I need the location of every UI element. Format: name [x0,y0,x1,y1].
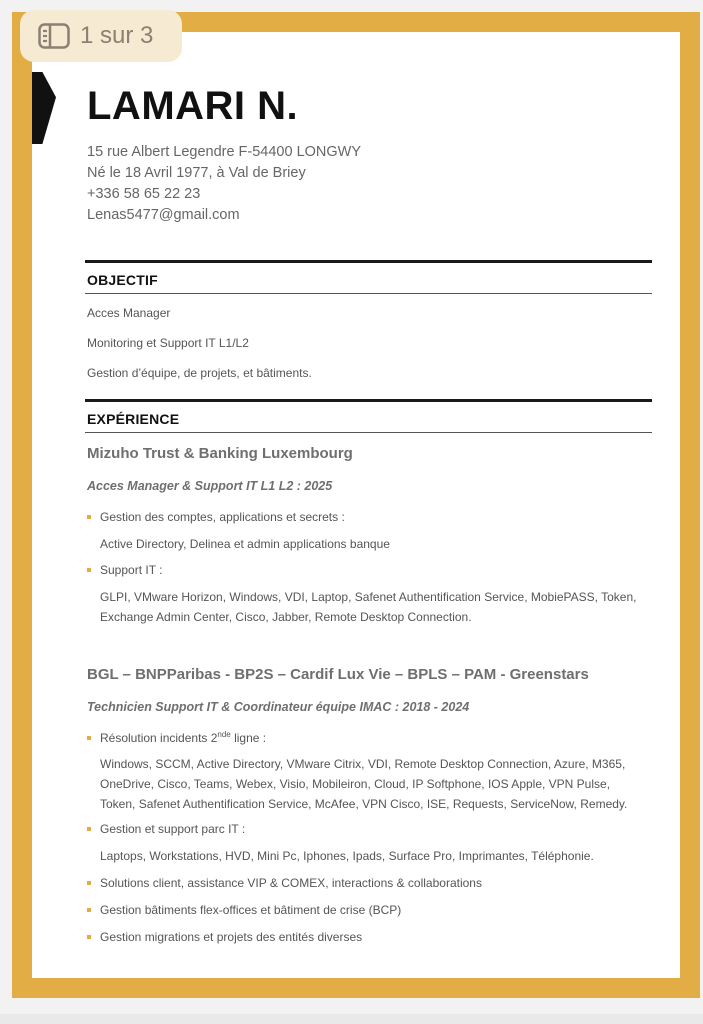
resume-page [32,32,680,978]
experience-section [85,399,652,433]
bullet-icon [87,515,91,519]
section-heading: OBJECTIF [87,272,158,288]
bullet-item: Résolution incidents 2nde ligne : [87,730,266,745]
bullet-icon [87,736,91,740]
birth-info: Né le 18 Avril 1977, à Val de Briey [87,165,306,181]
section-underline [85,432,652,433]
viewer-bottom-strip [0,1014,703,1024]
bullet-item: Gestion bâtiments flex-offices et bâtiment de crise (BCP) [87,903,401,917]
objectif-item: Monitoring et Support IT L1/L2 [87,336,249,350]
job-role: Acces Manager & Support IT L1 L2 : 2025 [87,479,333,493]
bullet-detail: Active Directory, Delinea et admin applications banque [100,537,390,551]
bullet-item: Gestion migrations et projets des entités diverses [87,930,362,944]
phone: +336 58 65 22 23 [87,186,201,202]
address: 15 rue Albert Legendre F-54400 LONGWY [87,144,362,160]
bullet-item: Support IT : [87,563,162,577]
email: Lenas5477@gmail.com [87,207,240,223]
bullet-icon [87,568,91,572]
candidate-name: LAMARI N. [87,84,299,128]
contact-block [87,142,361,226]
bullet-detail: Laptops, Workstations, HVD, Mini Pc, Iphones, Ipads, Surface Pro, Imprimantes, Téléphonie. [100,849,594,863]
section-heading: EXPÉRIENCE [87,411,180,427]
bullet-item: Solutions client, assistance VIP & COMEX, interactions & collaborations [87,876,482,890]
page-frame [12,12,700,998]
bullet-item: Gestion des comptes, applications et secrets : [87,510,345,524]
objectif-section [85,260,652,294]
objectif-item: Gestion d’équipe, de projets, et bâtiments. [87,366,312,380]
bullet-icon [87,935,91,939]
bullet-item: Gestion et support parc IT : [87,822,245,836]
company-name: Mizuho Trust & Banking Luxembourg [87,445,353,462]
page-marker [32,72,56,144]
page-indicator[interactable] [20,10,182,62]
bullet-icon [87,827,91,831]
bullet-detail: Windows, SCCM, Active Directory, VMware Citrix, VDI, Remote Desktop Connection, Azure, M365, OneDrive, Cisco, Teams, Webex, Visio, Mobileiron, Cloud, IP Softphone, IOS Apple, VPN Pulse, Token, Safenet Authentification Service, McAfee, VPN Cisco, ISE, Requests, ServiceNow, Remedy. [100,757,628,811]
section-underline [85,293,652,294]
job-role: Technicien Support IT & Coordinateur équipe IMAC : 2018 - 2024 [87,700,470,714]
objectif-item: Acces Manager [87,306,171,320]
bullet-icon [87,908,91,912]
sidebar-icon [38,23,70,49]
company-name: BGL – BNPParibas - BP2S – Cardif Lux Vie – BPLS – PAM - Greenstars [87,666,589,683]
bullet-detail: GLPI, VMware Horizon, Windows, VDI, Laptop, Safenet Authentification Service, MobiePASS, Token, Exchange Admin Center, Cisco, Jabber, Remote Desktop Connection. [100,590,637,624]
bullet-icon [87,881,91,885]
page-indicator-label: 1 sur 3 [80,22,154,49]
